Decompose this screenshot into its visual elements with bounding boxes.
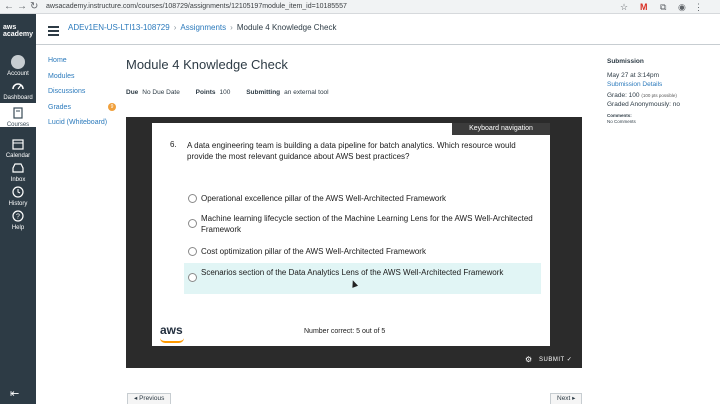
settings-gear-icon[interactable]: ⚙ <box>525 355 533 364</box>
hamburger-menu-icon[interactable] <box>48 26 59 38</box>
radio-button[interactable] <box>188 219 197 228</box>
bookmark-star-icon[interactable]: ☆ <box>620 2 629 12</box>
submitting-value: an external tool <box>284 89 329 96</box>
radio-button[interactable] <box>188 194 197 203</box>
calendar-icon <box>11 137 25 151</box>
grade-line <box>607 91 717 100</box>
next-button[interactable]: Next ▸ <box>550 393 582 404</box>
course-nav-discussions[interactable]: Discussions <box>48 88 86 95</box>
menu-kebab-icon[interactable]: ⋮ <box>694 2 703 12</box>
comments-label: Comments: <box>607 113 632 118</box>
answer-option[interactable] <box>184 192 541 205</box>
submitting-label: Submitting <box>246 89 281 96</box>
global-nav-dashboard[interactable]: Dashboard <box>0 79 36 102</box>
svg-text:?: ? <box>16 213 20 221</box>
global-nav-inbox[interactable]: Inbox <box>0 161 36 184</box>
answer-option-text: Machine learning lifecycle section of the Machine Learning Lens for the AWS Well-Architected Framework <box>201 214 533 234</box>
answer-option-text: Cost optimization pillar of the AWS Well-Architected Framework <box>201 247 426 256</box>
submit-label: SUBMIT <box>539 357 565 363</box>
breadcrumb <box>68 23 336 32</box>
submission-panel <box>607 58 717 125</box>
course-nav-grades[interactable] <box>48 103 118 119</box>
due-label: Due <box>126 89 139 96</box>
reload-icon[interactable]: ↻ <box>30 1 39 12</box>
radio-button[interactable] <box>188 273 197 282</box>
answer-option[interactable] <box>184 212 541 236</box>
breadcrumb-current-page: Module 4 Knowledge Check <box>236 23 337 32</box>
global-nav-help[interactable]: ? Help <box>0 209 36 232</box>
comments-value: No Comments <box>607 119 636 124</box>
question-text: A data engineering team is building a data pipeline for batch analytics. Which resource would provide the most relevant guidance about AWS best practices? <box>187 141 516 161</box>
global-nav-account[interactable]: Account <box>0 55 36 78</box>
browser-toolbar <box>0 0 720 14</box>
extensions-puzzle-icon[interactable]: ⧉ <box>660 2 667 12</box>
extension-icon[interactable]: M <box>640 2 648 12</box>
submission-date: May 27 at 3:14pm <box>607 72 660 79</box>
courses-book-icon <box>11 106 25 120</box>
answer-option[interactable] <box>184 245 541 258</box>
profile-icon[interactable]: ◉ <box>678 2 686 12</box>
answer-option-text: Scenarios section of the Data Analytics Lens of the AWS Well-Architected Framework <box>201 268 504 277</box>
grade-possible: (100 pts possible) <box>641 93 677 98</box>
help-icon <box>11 209 25 223</box>
breadcrumb-separator-icon: › <box>230 23 233 32</box>
submit-button[interactable] <box>539 356 572 363</box>
aws-academy-logo[interactable]: aws academy <box>3 24 33 38</box>
dashboard-icon <box>11 79 25 93</box>
global-nav-courses[interactable]: Courses <box>0 103 36 127</box>
collapse-nav-icon[interactable]: ⇤ <box>10 388 20 400</box>
points-label: Points <box>195 89 216 96</box>
due-value: No Due Date <box>142 89 180 96</box>
history-clock-icon <box>11 185 25 199</box>
breadcrumb-assignments-link[interactable]: Assignments <box>180 23 227 32</box>
course-nav-lucid[interactable]: Lucid (Whiteboard) <box>48 119 108 126</box>
back-icon[interactable]: ← <box>4 1 14 12</box>
aws-logo: aws <box>160 323 183 337</box>
submission-details-link[interactable]: Submission Details <box>607 81 663 88</box>
address-bar[interactable]: awsacademy.instructure.com/courses/108729/assignments/12105197module_item_id=10185557 <box>46 3 347 10</box>
previous-button[interactable]: ◂ Previous <box>127 393 171 404</box>
aws-logo-smile-icon <box>160 338 184 343</box>
radio-button[interactable] <box>188 247 197 256</box>
course-nav-grades-label: Grades <box>48 103 71 111</box>
answer-option-selected[interactable] <box>184 263 541 294</box>
header-divider <box>36 44 720 45</box>
global-nav <box>0 14 36 404</box>
number-correct: Number correct: 5 out of 5 <box>304 328 386 335</box>
assignment-meta <box>126 89 329 96</box>
grades-badge: 9 <box>108 103 116 111</box>
graded-anonymously: Graded Anonymously: no <box>607 101 680 108</box>
global-nav-history[interactable]: History <box>0 185 36 208</box>
keyboard-navigation-button[interactable]: Keyboard navigation <box>452 123 550 135</box>
grade-value: Grade: 100 <box>607 92 640 99</box>
question-number: 6. <box>170 140 177 149</box>
checkmark-icon: ✓ <box>566 357 573 363</box>
account-avatar-icon <box>11 55 25 69</box>
answer-option-text: Operational excellence pillar of the AWS Well-Architected Framework <box>201 194 446 203</box>
points-value: 100 <box>219 89 231 96</box>
global-nav-calendar[interactable]: Calendar <box>0 137 36 160</box>
forward-icon[interactable]: → <box>17 1 27 12</box>
breadcrumb-separator-icon: › <box>173 23 177 32</box>
breadcrumb-course-link[interactable]: ADEv1EN-US-LTI13-108729 <box>68 23 170 32</box>
inbox-icon <box>11 161 25 175</box>
course-nav-modules[interactable]: Modules <box>48 72 75 80</box>
submission-heading: Submission <box>607 58 644 65</box>
page-title: Module 4 Knowledge Check <box>126 57 288 72</box>
course-nav <box>48 56 118 134</box>
course-nav-home[interactable]: Home <box>48 57 67 64</box>
